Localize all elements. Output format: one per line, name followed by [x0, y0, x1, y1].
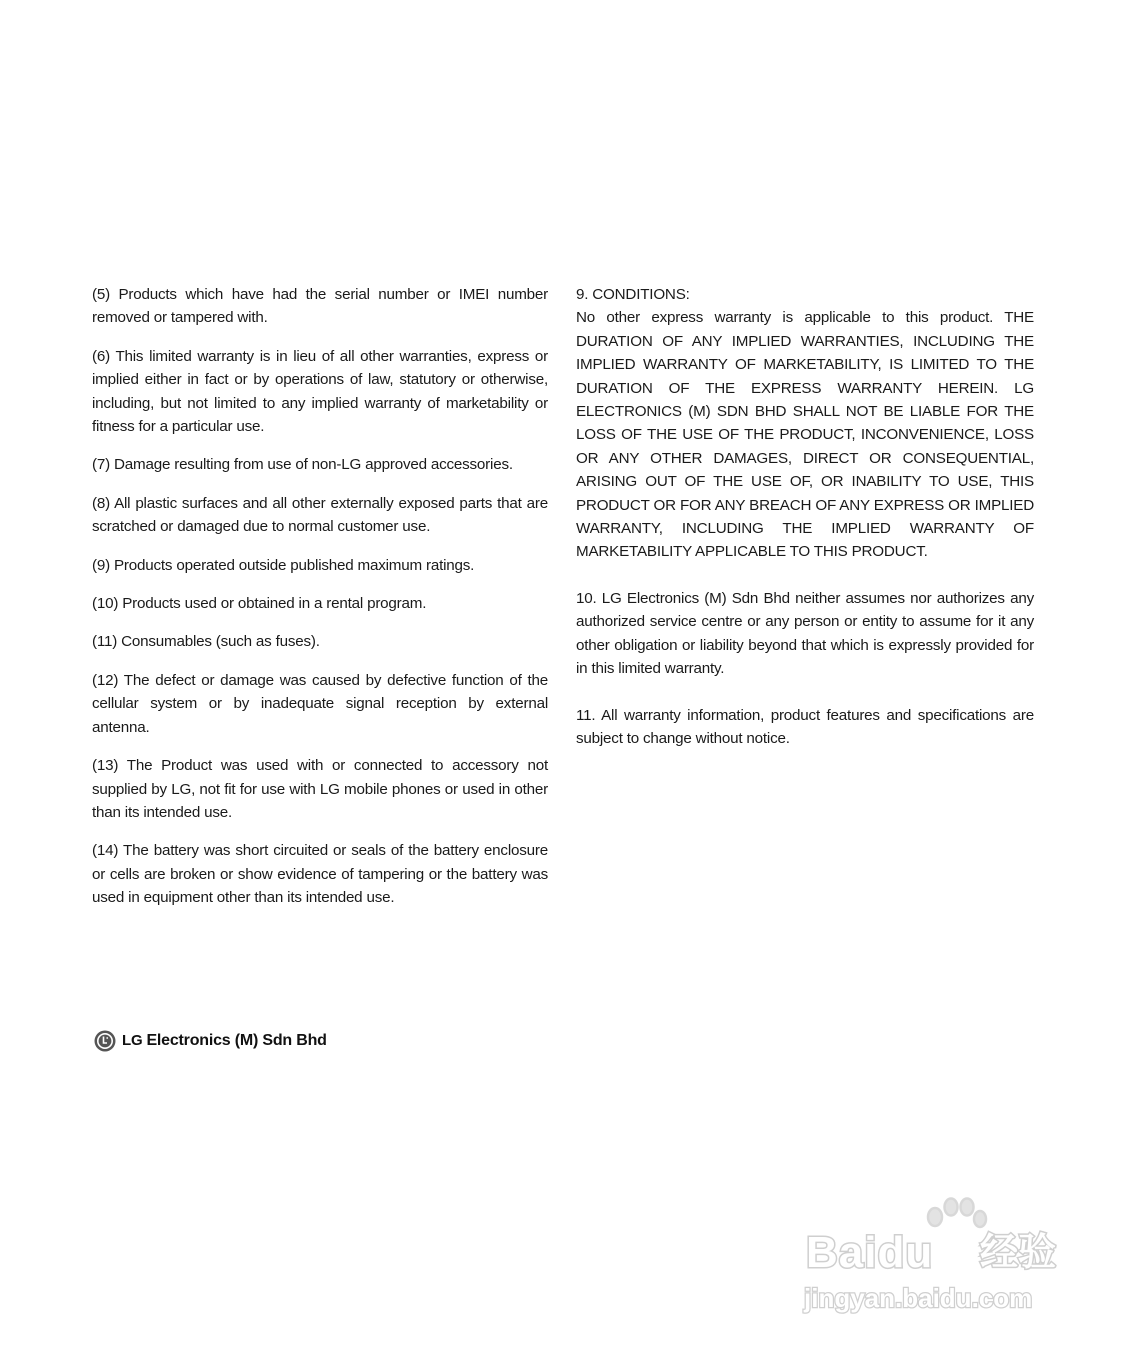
- exclusion-item-6: (6) This limited warranty is in lieu of all other warranties, express or implied either in fact or by operations of law, statutory or otherwise, including, but not limited to any implied warranty of marketability or fitness for a particular use.: [92, 347, 548, 436]
- exclusion-item-9: (9) Products operated outside published maximum ratings.: [92, 556, 475, 574]
- lg-logo-icon: [94, 1030, 116, 1052]
- footer-brand: [94, 1030, 327, 1052]
- brand-logo-text: LG: [122, 1032, 143, 1049]
- exclusion-item-10: (10) Products used or obtained in a rental program.: [92, 595, 427, 613]
- exclusion-item-13: (13) The Product was used with or connected to accessory not supplied by LG, not fit for use with LG mobile phones or used in other than its intended use.: [92, 757, 548, 821]
- exclusion-item-8: (8) All plastic surfaces and all other externally exposed parts that are scratched or damaged due to normal customer use.: [92, 494, 548, 536]
- exclusion-item-14: (14) The battery was short circuited or seals of the battery enclosure or cells are broken or show evidence of tampering or the battery was used in equipment other than its intended use.: [92, 842, 548, 907]
- exclusion-item-12: (12) The defect or damage was caused by defective function of the cellular system or by inadequate signal reception by external antenna.: [92, 671, 548, 736]
- conditions-body: No other express warranty is applicable to this product. THE DURATION OF ANY IMPLIED WARRANTIES, INCLUDING THE IMPLIED WARRANTY OF MARKETABILITY, IS LIMITED TO THE DURATION OF THE EXPRESS WARRANTY HEREIN. LG ELECTRONICS (M) SDN BHD SHALL NOT BE LIABLE FOR THE LOSS OF THE USE OF THE PRODUCT, INCONVENIENCE, LOSS OR ANY OTHER DAMAGES, DIRECT OR CONSEQUENTIAL, ARISING OUT OF THE USE OF, OR INABILITY TO USE, THIS PRODUCT OR FOR ANY BREACH OF ANY EXPRESS OR IMPLIED WARRANTY, INCLUDING THE IMPLIED WARRANTY OF MARKETABILITY APPLICABLE TO THIS PRODUCT.: [576, 309, 1034, 561]
- left-column: [92, 283, 548, 925]
- watermark-brand: Baidu: [806, 1228, 934, 1277]
- watermark-url: jingyan.baidu.com: [804, 1283, 1033, 1313]
- exclusion-item-7: (7) Damage resulting from use of non-LG approved accessories.: [92, 456, 513, 474]
- company-name: Electronics (M) Sdn Bhd: [146, 1032, 327, 1049]
- right-column: [576, 283, 1034, 773]
- warranty-item-11: 11. All warranty information, product features and specifications are subject to change without notice.: [576, 706, 1034, 747]
- conditions-heading: 9. CONDITIONS:: [576, 286, 690, 303]
- exclusion-item-11: (11) Consumables (such as fuses).: [92, 633, 320, 651]
- baidu-watermark: [800, 1185, 1070, 1320]
- warranty-item-10: 10. LG Electronics (M) Sdn Bhd neither assumes nor authorizes any authorized service centre or any person or entity to assume for it any other obligation or liability beyond that which is expressly provided for in this limited warranty.: [576, 589, 1034, 678]
- exclusion-item-5: (5) Products which have had the serial number or IMEI number removed or tampered with.: [92, 286, 548, 327]
- watermark-cn: 经验: [980, 1230, 1057, 1274]
